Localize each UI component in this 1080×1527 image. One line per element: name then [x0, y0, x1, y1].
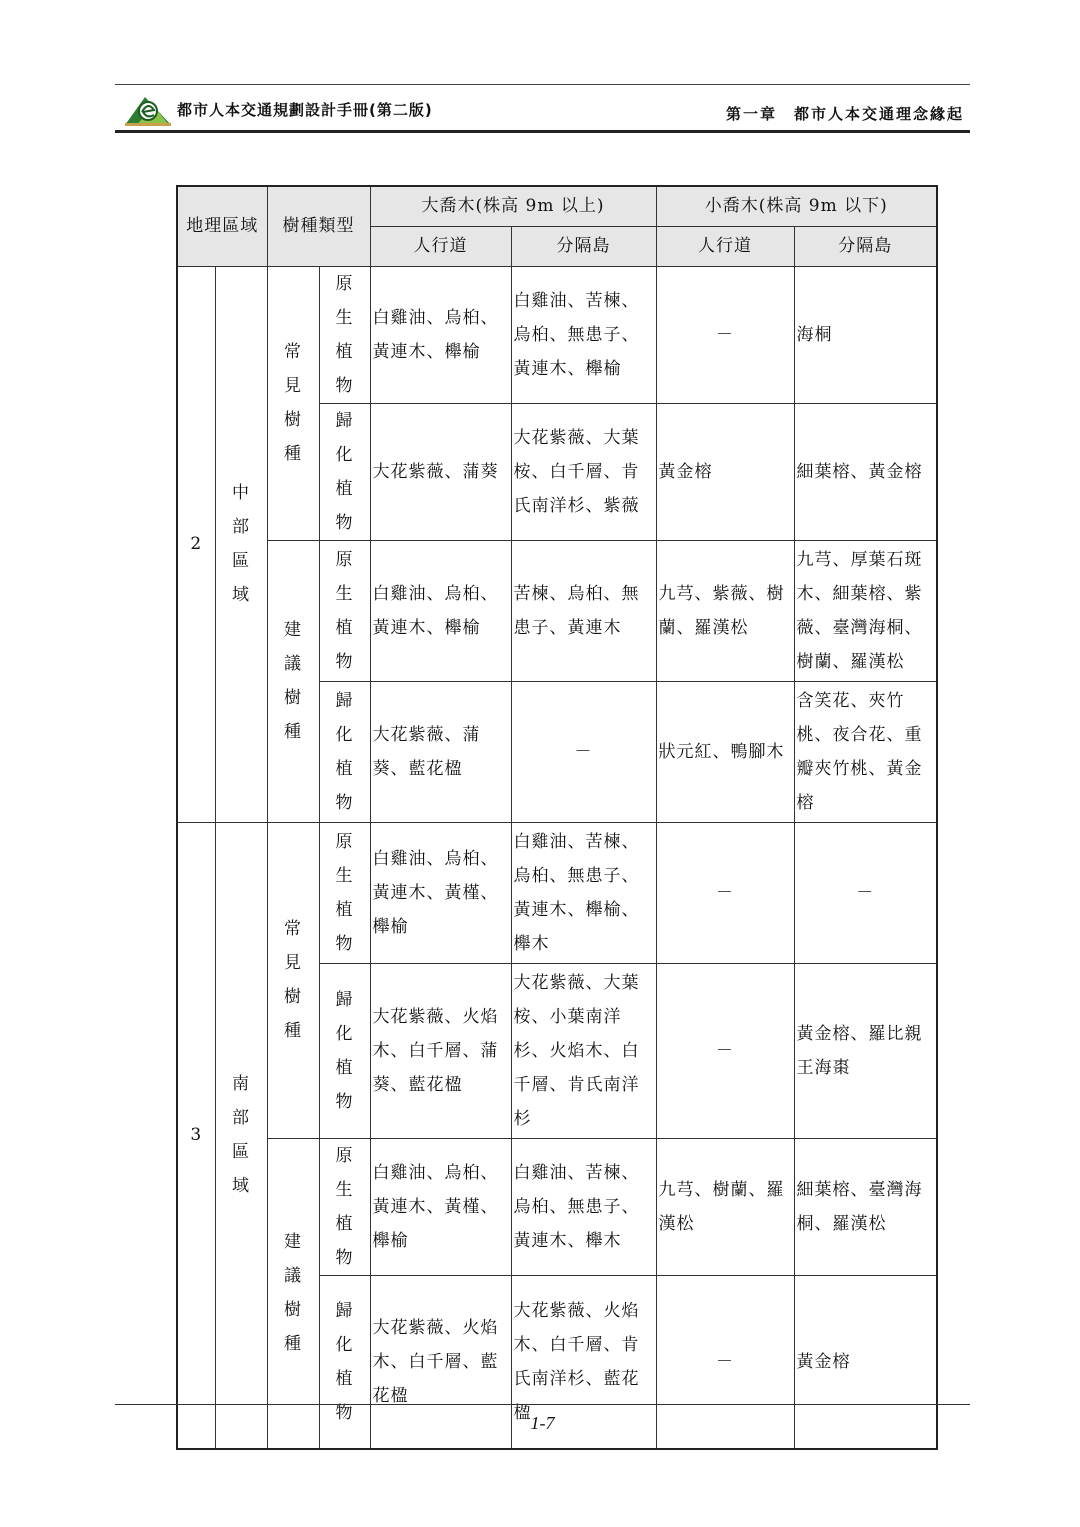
plant-kind: 歸化植物 [319, 681, 370, 822]
header-small-median: 分隔島 [794, 226, 937, 266]
small-median-cell: 黃金榕、羅比親王海棗 [794, 963, 937, 1138]
large-median-cell: 大花紫薇、火焰木、白千層、肯氏南洋杉、藍花楹 [511, 1275, 656, 1449]
small-median-cell: 黃金榕 [794, 1275, 937, 1449]
large-median-cell: － [511, 681, 656, 822]
plant-kind: 原生植物 [319, 822, 370, 963]
large-sidewalk-cell: 白雞油、烏桕、黃連木、櫸榆 [370, 540, 511, 681]
large-sidewalk-cell: 白雞油、烏桕、黃連木、櫸榆 [370, 266, 511, 403]
large-sidewalk-cell: 大花紫薇、蒲葵 [370, 403, 511, 540]
small-median-cell: － [794, 822, 937, 963]
plant-kind: 原生植物 [319, 540, 370, 681]
species-group: 建議樹種 [267, 1138, 319, 1449]
large-sidewalk-cell: 白雞油、烏桕、黃連木、黃槿、櫸榆 [370, 822, 511, 963]
species-group: 常見樹種 [267, 822, 319, 1138]
tree-species-table [176, 185, 938, 1450]
plant-kind: 原生植物 [319, 1138, 370, 1275]
header-large-sidewalk: 人行道 [370, 226, 511, 266]
handbook-logo-icon [123, 91, 173, 127]
small-sidewalk-cell: 黃金榕 [656, 403, 794, 540]
region-name: 中部區域 [215, 266, 267, 822]
header-large-tree: 大喬木(株高 9m 以上) [370, 186, 656, 226]
header-type: 樹種類型 [267, 186, 370, 266]
species-group: 常見樹種 [267, 266, 319, 540]
header-small-tree: 小喬木(株高 9m 以下) [656, 186, 937, 226]
species-group: 建議樹種 [267, 540, 319, 822]
small-median-cell: 海桐 [794, 266, 937, 403]
large-median-cell: 白雞油、苦楝、烏桕、無患子、黃連木、櫸榆、櫸木 [511, 822, 656, 963]
table-row [177, 540, 937, 681]
large-median-cell: 大花紫薇、大葉桉、白千層、肯氏南洋杉、紫薇 [511, 403, 656, 540]
page-number: 1-7 [530, 1413, 555, 1433]
table-row [177, 266, 937, 403]
plant-kind: 原生植物 [319, 266, 370, 403]
document-title: 都市人本交通規劃設計手冊(第二版) [177, 101, 433, 119]
small-median-cell: 細葉榕、黃金榕 [794, 403, 937, 540]
large-median-cell: 白雞油、苦楝、烏桕、無患子、黃連木、櫸木 [511, 1138, 656, 1275]
large-sidewalk-cell: 大花紫薇、火焰木、白千層、蒲葵、藍花楹 [370, 963, 511, 1138]
small-sidewalk-cell: － [656, 266, 794, 403]
region-number: 3 [177, 822, 215, 1449]
large-median-cell: 大花紫薇、大葉桉、小葉南洋杉、火焰木、白千層、肯氏南洋杉 [511, 963, 656, 1138]
header-region: 地理區域 [177, 186, 267, 266]
region-number: 2 [177, 266, 215, 822]
table-row [177, 822, 937, 963]
small-median-cell: 九芎、厚葉石斑木、細葉榕、紫薇、臺灣海桐、樹蘭、羅漢松 [794, 540, 937, 681]
table-row [177, 1138, 937, 1275]
plant-kind: 歸化植物 [319, 1275, 370, 1449]
large-sidewalk-cell: 大花紫薇、蒲葵、藍花楹 [370, 681, 511, 822]
small-sidewalk-cell: － [656, 963, 794, 1138]
large-sidewalk-cell: 大花紫薇、火焰木、白千層、藍花楹 [370, 1275, 511, 1449]
small-sidewalk-cell: 九芎、紫薇、樹蘭、羅漢松 [656, 540, 794, 681]
large-sidewalk-cell: 白雞油、烏桕、黃連木、黃槿、櫸榆 [370, 1138, 511, 1275]
page-footer [115, 1404, 970, 1433]
region-name: 南部區域 [215, 822, 267, 1449]
small-sidewalk-cell: 九芎、樹蘭、羅漢松 [656, 1138, 794, 1275]
small-median-cell: 細葉榕、臺灣海桐、羅漢松 [794, 1138, 937, 1275]
plant-kind: 歸化植物 [319, 963, 370, 1138]
small-sidewalk-cell: － [656, 1275, 794, 1449]
large-median-cell: 苦楝、烏桕、無患子、黃連木 [511, 540, 656, 681]
small-sidewalk-cell: － [656, 822, 794, 963]
large-median-cell: 白雞油、苦楝、烏桕、無患子、黃連木、櫸榆 [511, 266, 656, 403]
header-rule [115, 130, 970, 133]
small-sidewalk-cell: 狀元紅、鴨腳木 [656, 681, 794, 822]
header-small-sidewalk: 人行道 [656, 226, 794, 266]
small-median-cell: 含笑花、夾竹桃、夜合花、重瓣夾竹桃、黃金榕 [794, 681, 937, 822]
plant-kind: 歸化植物 [319, 403, 370, 540]
page-header [115, 84, 970, 133]
chapter-title: 第一章 都市人本交通理念緣起 [725, 105, 964, 123]
header-large-median: 分隔島 [511, 226, 656, 266]
